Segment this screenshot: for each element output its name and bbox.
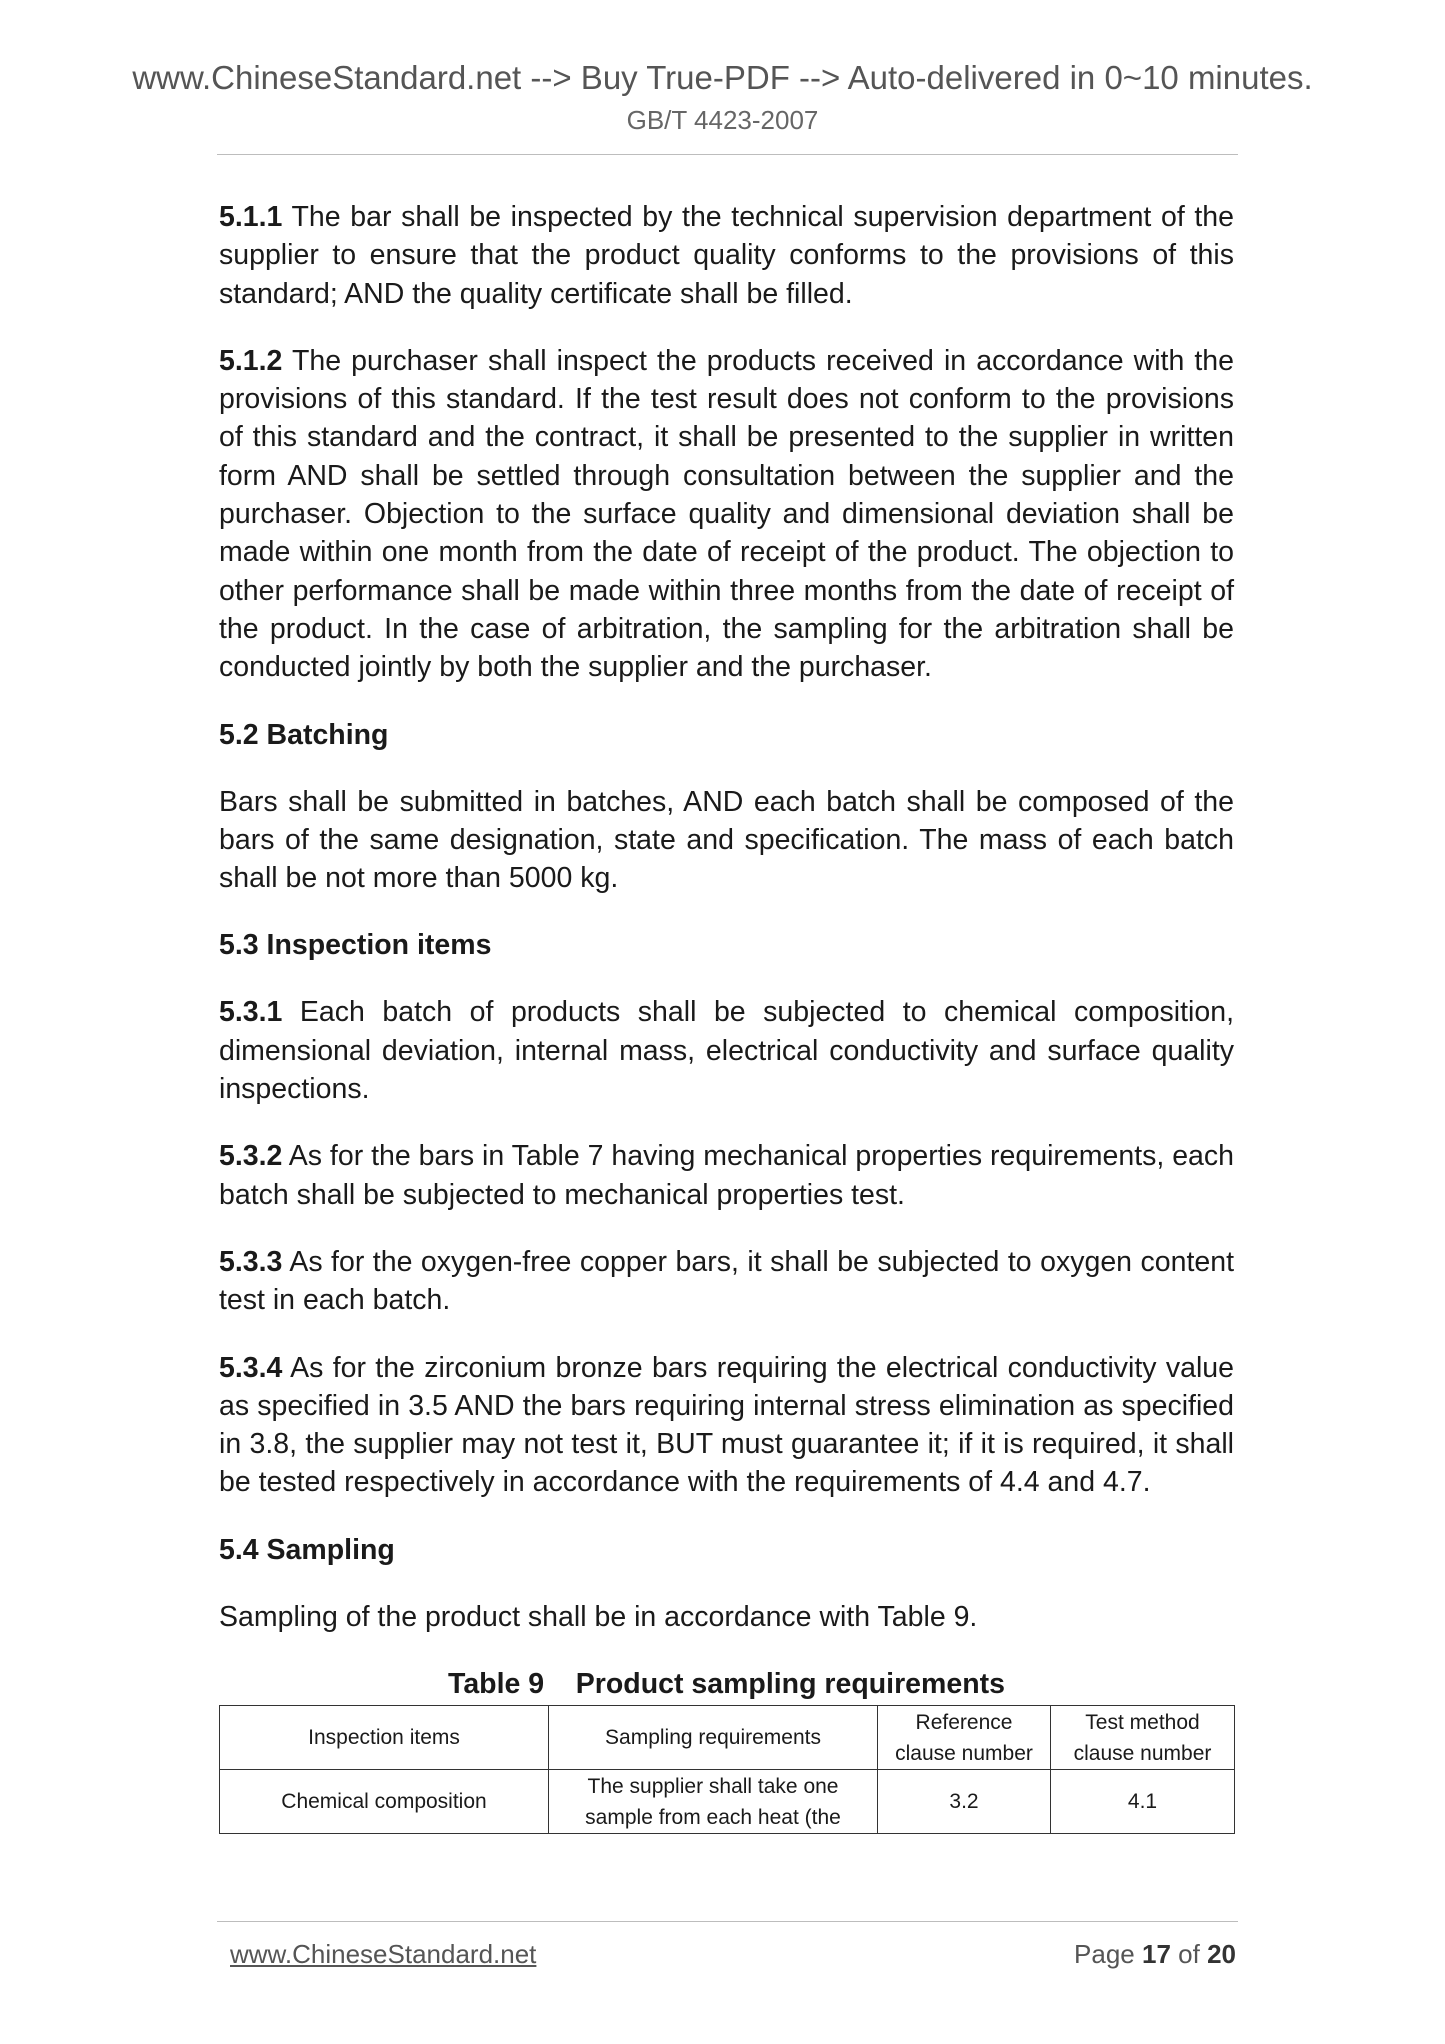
table-header-cell: Test method clause number — [1051, 1706, 1235, 1770]
clause-5-4: Sampling of the product shall be in accordance with Table 9. — [219, 1600, 978, 1633]
clause-5-1-2 — [219, 342, 1234, 687]
footer-divider — [217, 1921, 1238, 1922]
table-cell: 3.2 — [878, 1770, 1051, 1834]
page-word: Page — [1074, 1939, 1135, 1969]
header-banner: www.ChineseStandard.net --> Buy True-PDF --> Auto-delivered in 0~10 minutes. — [132, 59, 1313, 96]
clause-number: 5.1.2 — [219, 344, 283, 377]
clause-text: As for the zirconium bronze bars requiring the electrical conductivity value as specified in 3.5 AND the bars requiring internal stress elimination as specified in 3.8, the supplier may not test it, BUT must guarantee it; if it is required, it shall be tested respectively in accordance with the requirements of 4.4 and 4.7. — [219, 1351, 1234, 1499]
clause-number: 5.1.1 — [219, 201, 283, 233]
clause-number: 5.3.2 — [219, 1140, 283, 1173]
clause-5-2: Bars shall be submitted in batches, AND each batch shall be composed of the bars of the same designation, state and specification. The mass of each batch shall be not more than 5000 kg. — [219, 785, 1234, 895]
current-page-number: 17 — [1142, 1939, 1171, 1969]
clause-text: As for the bars in Table 7 having mechanical properties requirements, each batch shall be subjected to mechanical properties test. — [219, 1140, 1234, 1211]
table-row — [220, 1770, 1235, 1834]
clause-number: 5.3.1 — [219, 996, 283, 1029]
clause-text: The bar shall be inspected by the technical supervision department of the supplier to ensure that the product quality conforms to the provisions of this standard; AND the quality certificate shall be filled. — [219, 201, 1234, 310]
table-cell: Chemical composition — [220, 1770, 549, 1834]
footer-site-link[interactable]: www.ChineseStandard.net — [230, 1939, 537, 1969]
page-header — [0, 56, 1445, 138]
table-cell: 4.1 — [1051, 1770, 1235, 1834]
sampling-table — [219, 1705, 1235, 1834]
clause-number: 5.3.4 — [219, 1351, 283, 1384]
section-heading-5-2: 5.2 Batching — [219, 718, 389, 751]
clause-5-3-4 — [219, 1349, 1234, 1502]
clause-5-3-3 — [219, 1243, 1234, 1320]
table-header-row — [220, 1706, 1235, 1770]
table-header-cell: Inspection items — [220, 1706, 549, 1770]
total-pages-number: 20 — [1207, 1939, 1236, 1969]
table-header-cell: Sampling requirements — [549, 1706, 878, 1770]
document-body — [219, 198, 1234, 1834]
of-word: of — [1178, 1939, 1200, 1969]
clause-5-3-1 — [219, 993, 1234, 1108]
header-standard-id: GB/T 4423-2007 — [626, 105, 819, 135]
section-heading-5-4: 5.4 Sampling — [219, 1533, 395, 1566]
clause-text: Each batch of products shall be subjected to chemical composition, dimensional deviation, internal mass, electrical conductivity and surface quality inspections. — [219, 996, 1234, 1106]
table-cell: The supplier shall take one sample from each heat (the — [549, 1770, 878, 1834]
table-header-cell: Reference clause number — [878, 1706, 1051, 1770]
page-indicator — [1074, 1936, 1236, 1972]
section-heading-5-3: 5.3 Inspection items — [219, 929, 492, 962]
table-caption: Table 9 Product sampling requirements — [448, 1668, 1005, 1701]
clause-text: As for the oxygen-free copper bars, it shall be subjected to oxygen content test in each batch. — [219, 1245, 1234, 1317]
clause-number: 5.3.3 — [219, 1245, 283, 1278]
clause-5-3-2 — [219, 1137, 1234, 1214]
clause-text: The purchaser shall inspect the products received in accordance with the provisions of this standard. If the test result does not conform to the provisions of this standard and the contract, it shall be presented to the supplier in written form AND shall be settled through consultation between the supplier and the purchaser. Objection to the surface quality and dimensional deviation shall be made within one month from the date of receipt of the product. The objection to other performance shall be made within three months from the date of receipt of the product. In the case of arbitration, the sampling for the arbitration shall be conducted jointly by both the supplier and the purchaser. — [219, 344, 1235, 684]
header-divider — [217, 154, 1238, 155]
clause-5-1-1 — [219, 198, 1234, 313]
